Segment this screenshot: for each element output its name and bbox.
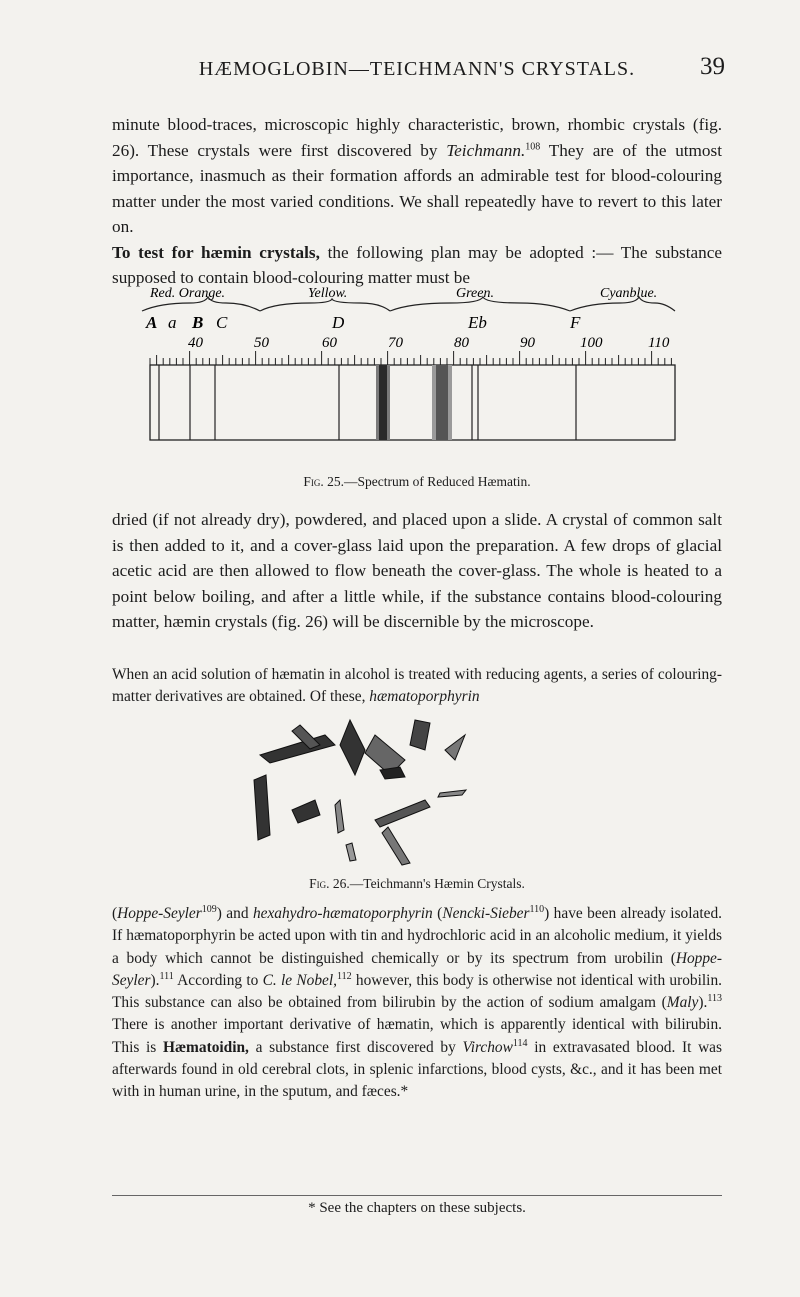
crystal-10 <box>375 800 430 827</box>
ref-112: 112 <box>336 970 352 982</box>
term-haematoporphyrin: hæmatoporphyrin <box>369 688 480 706</box>
line-letter-C: C <box>216 313 228 332</box>
spectrum-figure <box>146 285 690 455</box>
p5-t9: There is another important derivative of hæmatin, which is apparently identical with bilirubin. This is <box>112 1016 722 1056</box>
scale-80: 80 <box>454 335 469 351</box>
crystal-13 <box>438 790 466 797</box>
fig25-caption <box>112 474 722 490</box>
line-letter-A: A <box>146 313 158 332</box>
author-nencki-sieber: Nencki-Sieber <box>442 905 530 922</box>
paragraph-3 <box>112 507 722 635</box>
fig25-label: Fig. 25. <box>303 474 344 489</box>
crystal-11 <box>382 827 410 865</box>
fraunhofer-lines <box>159 365 576 440</box>
haemin-test-lead: To test for hæmin crystals, <box>112 242 320 262</box>
crystal-5 <box>410 720 430 750</box>
scale-70: 70 <box>388 335 403 351</box>
absorption-band-2 <box>432 365 452 440</box>
page-number: 39 <box>700 53 725 80</box>
scale-40: 40 <box>188 335 203 351</box>
author-virchow: Virchow <box>462 1038 513 1056</box>
author-maly: Maly <box>666 994 699 1012</box>
haemin-crystals-figure <box>240 715 580 873</box>
ref-113: 113 <box>707 993 722 1005</box>
p5-t10: a substance first discovered by <box>248 1038 463 1056</box>
scale-50: 50 <box>254 335 269 351</box>
color-label-cyanblue: Cyanblue. <box>600 286 658 301</box>
fig26-text: —Teichmann's Hæmin Crystals. <box>349 876 525 891</box>
crystal-6 <box>445 735 465 760</box>
paragraph-1 <box>112 112 722 291</box>
ref-110: 110 <box>529 903 545 915</box>
p5-t4: ) have been already isolated. If hæmatoporphyrin be acted upon with tin and hydrochloric acid in an alcoholic medium, it yields a body which cannot be distinguished chemically or by its spectrum from urobilin ( <box>112 905 723 967</box>
scale-ruler <box>150 351 675 365</box>
paragraph-4 <box>112 664 722 709</box>
p5-t8: ). <box>698 994 708 1012</box>
line-letter-Eb: Eb <box>468 313 487 332</box>
p5-t5: ). <box>150 971 160 989</box>
footnote: * See the chapters on these subjects. <box>308 1200 526 1216</box>
crystal-3 <box>340 720 365 775</box>
fig25-text: —Spectrum of Reduced Hæmatin. <box>343 474 531 489</box>
p5-t11: in extravasated blood. It was afterwards found in old cerebral clots, in splenic infarctions, blood cysts, &c., and it has been met with in human urine, in the sputum, and fæces.* <box>112 1038 723 1101</box>
p5-t7: however, this body is otherwise not identical with urobilin. This substance can also be obtained from bilirubin by the action of sodium amalgam ( <box>112 971 722 1012</box>
fig26-caption <box>112 876 722 892</box>
line-letter-F: F <box>570 313 581 332</box>
paragraph-5 <box>112 903 722 1104</box>
p5-t3: ( <box>432 905 443 922</box>
para1-text-a: minute blood-traces, microscopic highly characteristic, brown, rhombic crystals (fig. 26). These crystals were first discovered by <box>112 115 722 160</box>
scale-110: 110 <box>648 335 670 351</box>
p5-t1: ( <box>112 905 118 922</box>
p5-t2: ) and <box>216 905 253 922</box>
crystal-7 <box>254 775 270 840</box>
line-letter-a: a <box>168 313 177 332</box>
ref-108: 108 <box>525 140 541 152</box>
running-title: HÆMOGLOBIN—TEICHMANN'S CRYSTALS. <box>198 58 636 80</box>
author-teichmann: Teichmann. <box>446 140 526 160</box>
author-le-nobel: C. le Nobel, <box>262 971 337 989</box>
ref-114: 114 <box>512 1037 528 1049</box>
author-hoppe-seyler-2: Hoppe-Seyler <box>112 949 722 989</box>
ref-111: 111 <box>159 970 174 982</box>
para1-text-b: They are of the utmost importance, inasmuch as their formation affords an admirable test for blood-colouring matter under the most varied conditions. We shall repeatedly have to revert to this later on. <box>112 140 722 236</box>
scale-90: 90 <box>520 335 535 351</box>
line-letter-B: B <box>192 313 204 332</box>
author-hoppe-seyler: Hoppe-Seyler <box>117 905 202 922</box>
ref-109: 109 <box>201 903 217 915</box>
crystal-9 <box>335 800 344 833</box>
crystal-1 <box>260 735 335 763</box>
fig26-label: Fig. 26. <box>309 876 350 891</box>
para3-text: dried (if not already dry), powdered, and placed upon a slide. A crystal of common salt is then added to it, and a cover-glass laid upon the preparation. A few drops of glacial acetic acid are then allowed to flow beneath the cover-glass. The whole is heated to a point below boiling, and after a little while, if the substance contains blood-colouring matter, hæmin crystals (fig. 26) will be discernible by the microscope. <box>112 510 722 631</box>
term-haematoidin: Hæmatoidin, <box>162 1038 249 1056</box>
color-label-yellow: Yellow. <box>308 286 348 301</box>
absorption-band-1 <box>376 365 390 440</box>
para4-text: When an acid solution of hæmatin in alcohol is treated with reducing agents, a series of colouring-matter derivatives are obtained. Of these, <box>112 666 722 706</box>
crystal-12 <box>346 843 356 861</box>
footnote-rule <box>112 1195 722 1196</box>
scale-60: 60 <box>322 335 337 351</box>
term-hexahydro: hexahydro-hæmatoporphyrin <box>252 905 433 922</box>
p5-t6: According to <box>173 971 263 989</box>
scale-100: 100 <box>580 335 603 351</box>
line-letter-D: D <box>332 313 345 332</box>
spectrum-box <box>150 365 675 440</box>
crystal-8 <box>292 800 320 823</box>
para2-text: the following plan may be adopted :— The substance supposed to contain blood-colouring matter must be <box>112 242 722 287</box>
color-label-green: Green. <box>456 286 494 301</box>
color-label-red-orange: Red. Orange. <box>150 286 226 301</box>
